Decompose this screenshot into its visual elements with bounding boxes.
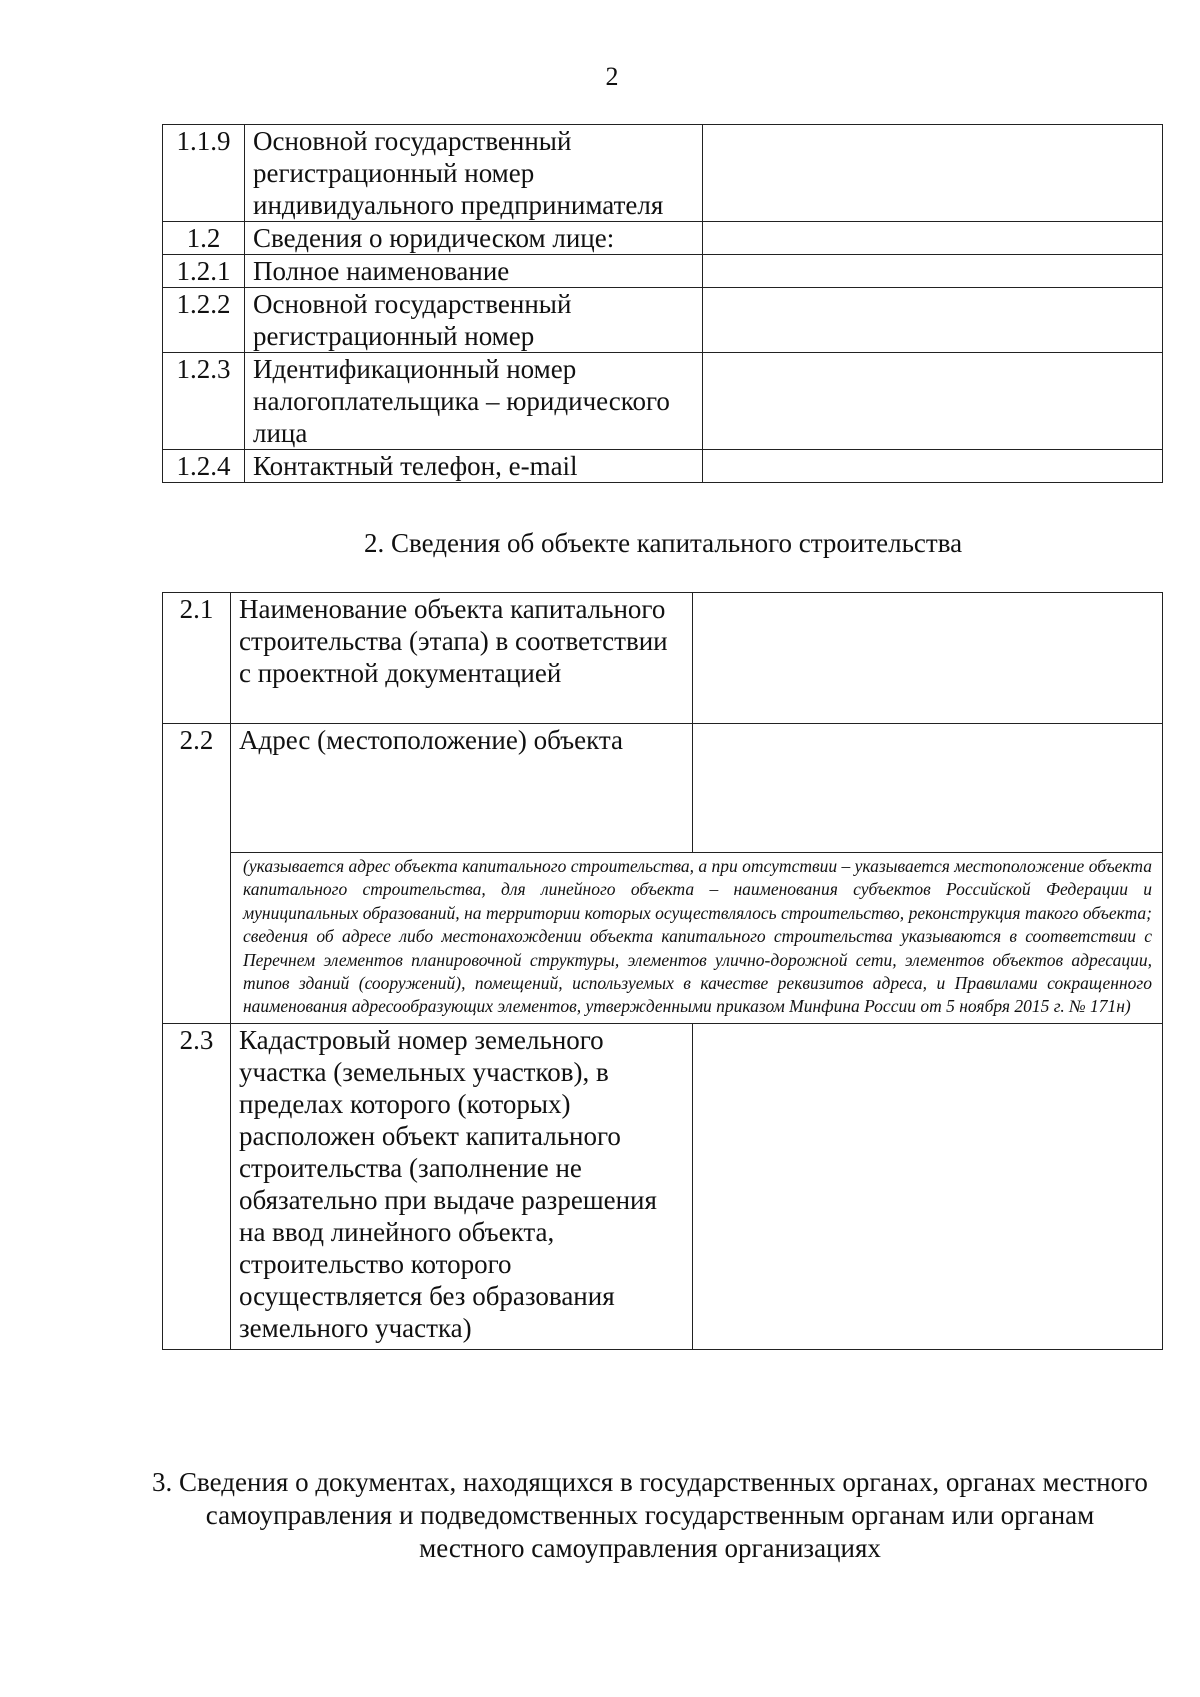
table-row — [163, 288, 1163, 353]
row-label: Наименование объекта капитального строительства (этапа) в соответствии с проектной документацией — [231, 593, 693, 724]
row-label: Идентификационный номер налогоплательщика – юридического лица — [245, 353, 703, 450]
row-number: 1.1.9 — [163, 125, 245, 222]
row-value-field[interactable] — [703, 353, 1163, 450]
row-label: Адрес (местоположение) объекта — [231, 724, 693, 853]
row-number: 1.2.4 — [163, 450, 245, 483]
row-number: 2.1 — [163, 593, 231, 724]
row-value-field[interactable] — [693, 593, 1163, 724]
table-row — [163, 255, 1163, 288]
row-value-field[interactable] — [703, 125, 1163, 222]
row-number: 2.2 — [163, 724, 231, 1024]
row-label: Основной государственный регистрационный номер индивидуального предпринимателя — [245, 125, 703, 222]
row-value-field[interactable] — [693, 724, 1163, 853]
row-value-field[interactable] — [703, 288, 1163, 353]
row-number: 1.2 — [163, 222, 245, 255]
table-row — [163, 125, 1163, 222]
row-label: Основной государственный регистрационный номер — [245, 288, 703, 353]
row-value-field[interactable] — [703, 222, 1163, 255]
table-row — [163, 853, 1163, 1024]
table-row — [163, 724, 1163, 853]
section-3-title: 3. Сведения о документах, находящихся в государственных органах, органах местного самоуправления и подведомственных государственным органам или органам местного самоуправления организациях — [152, 1467, 1148, 1563]
row-value-field[interactable] — [693, 1023, 1163, 1349]
row-label: Полное наименование — [245, 255, 703, 288]
applicant-details-table — [162, 124, 1163, 483]
table-row — [163, 593, 1163, 724]
row-number: 1.2.3 — [163, 353, 245, 450]
table-row — [163, 222, 1163, 255]
section-2-title: 2. Сведения об объекте капитального строительства — [364, 528, 963, 558]
table-row — [163, 450, 1163, 483]
row-value-field[interactable] — [703, 255, 1163, 288]
address-note: (указывается адрес объекта капитального строительства, а при отсутствии – указывается местоположение объекта капитального строительства, для линейного объекта – наименования субъектов Российской Федерации и муниципальных образований, на территории которых осуществлялось строительство, реконструкция такого объекта; сведения об адресе либо местонахождении объекта капитального строительства указываются в соответствии с Перечнем элементов планировочной структуры, элементов улично-дорожной сети, элементов объектов адресации, типов зданий (сооружений), помещений, используемых в качестве реквизитов адреса, и Правилами сокращенного наименования адресообразующих элементов, утвержденными приказом Минфина России от 5 ноября 2015 г. № 171н) — [231, 853, 1163, 1024]
row-label: Контактный телефон, e-mail — [245, 450, 703, 483]
page-number: 2 — [605, 62, 619, 91]
row-label: Сведения о юридическом лице: — [245, 222, 703, 255]
table-row — [163, 353, 1163, 450]
row-number: 1.2.2 — [163, 288, 245, 353]
row-label: Кадастровый номер земельного участка (земельных участков), в пределах которого (которых) расположен объект капитального строительства (заполнение не обязательно при выдаче разрешения на ввод линейного объекта, строительство которого осуществляется без образования земельного участка) — [231, 1023, 693, 1349]
row-number: 2.3 — [163, 1023, 231, 1349]
row-value-field[interactable] — [703, 450, 1163, 483]
row-number: 1.2.1 — [163, 255, 245, 288]
table-row — [163, 1023, 1163, 1349]
construction-object-table — [162, 592, 1163, 1350]
